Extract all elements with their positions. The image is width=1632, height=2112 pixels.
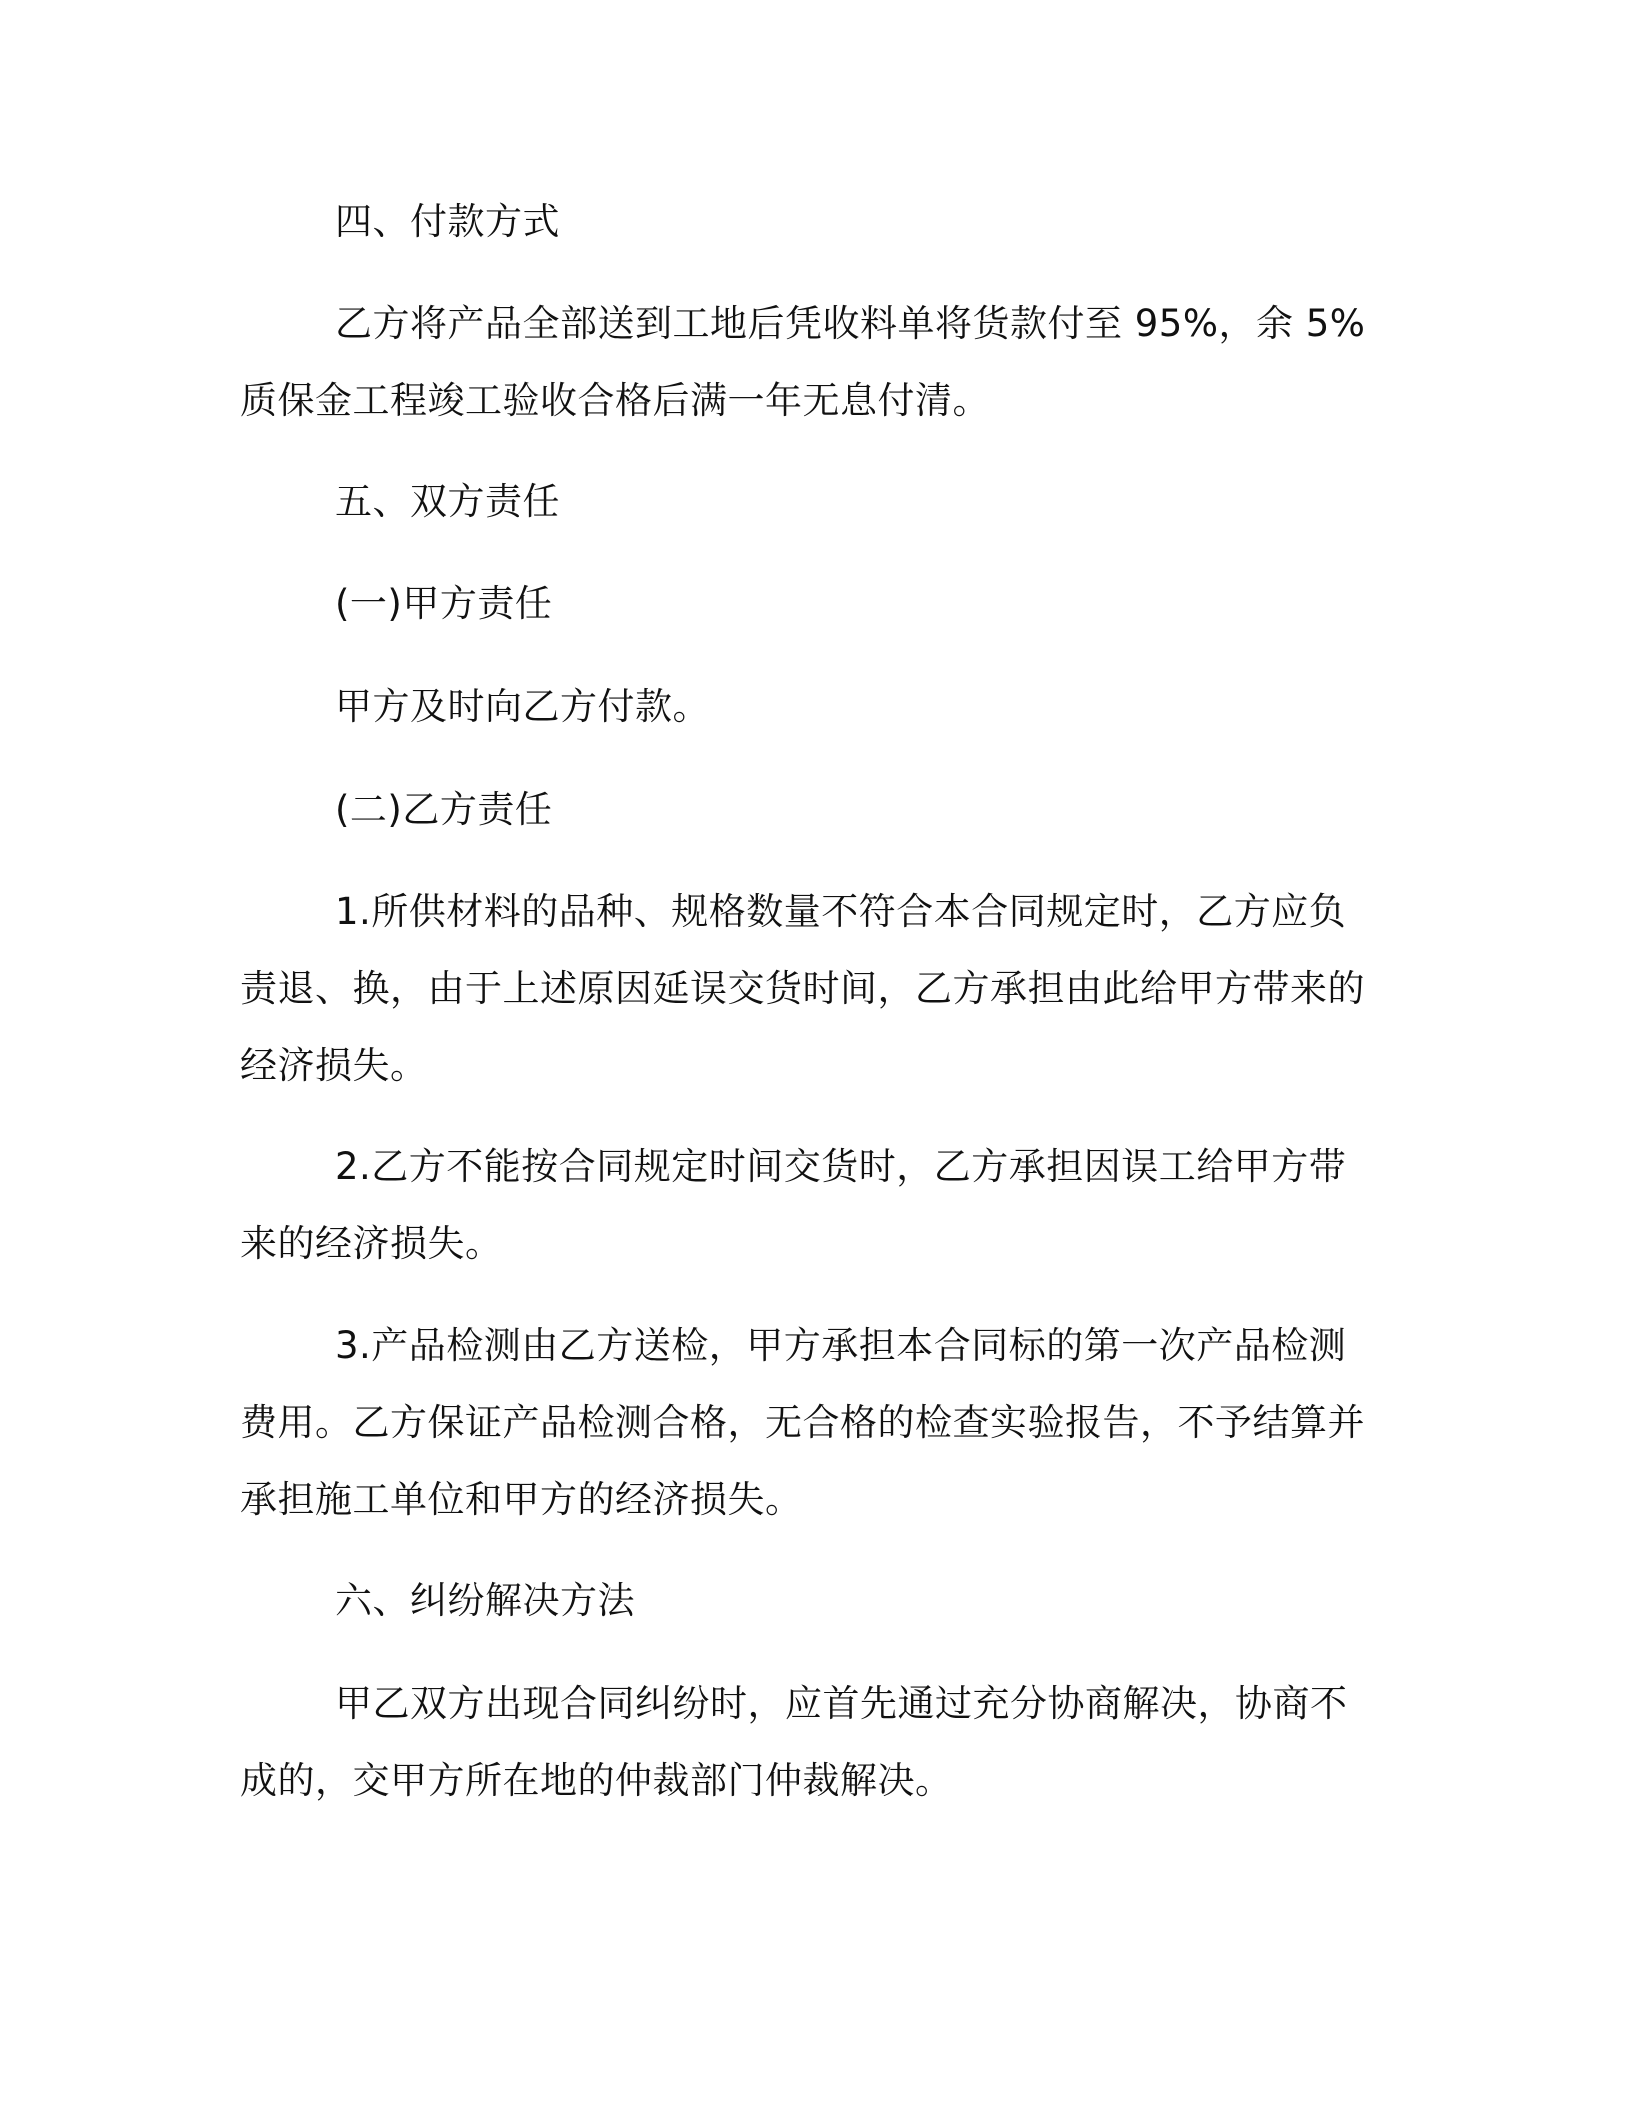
party-b-clause-3: 3.产品检测由乙方送检，甲方承担本合同标的第一次产品检测费用。乙方保证产品检测合格，无合格的检查实验报告，不予结算并承担施工单位和甲方的经济损失。 — [240, 1324, 1365, 1521]
subheading-party-a-responsibility: (一)甲方责任 — [335, 582, 553, 625]
party-b-clause-2: 2.乙方不能按合同规定时间交货时，乙方承担因误工给甲方带来的经济损失。 — [240, 1145, 1347, 1265]
party-a-responsibility-paragraph: 甲方及时向乙方付款。 — [335, 685, 710, 728]
section-heading-dispute-resolution: 六、纠纷解决方法 — [335, 1579, 635, 1622]
dispute-resolution-paragraph: 甲乙双方出现合同纠纷时，应首先通过充分协商解决，协商不成的，交甲方所在地的仲裁部门仲裁解决。 — [240, 1682, 1348, 1802]
section-heading-responsibilities: 五、双方责任 — [335, 480, 560, 523]
section-heading-payment-method: 四、付款方式 — [335, 200, 560, 243]
subheading-party-b-responsibility: (二)乙方责任 — [335, 788, 553, 831]
payment-terms-paragraph: 乙方将产品全部送到工地后凭收料单将货款付至 95%，余 5%质保金工程竣工验收合格后满一年无息付清。 — [240, 302, 1366, 422]
party-b-clause-1: 1.所供材料的品种、规格数量不符合本合同规定时，乙方应负责退、换，由于上述原因延误交货时间，乙方承担由此给甲方带来的经济损失。 — [240, 890, 1365, 1087]
